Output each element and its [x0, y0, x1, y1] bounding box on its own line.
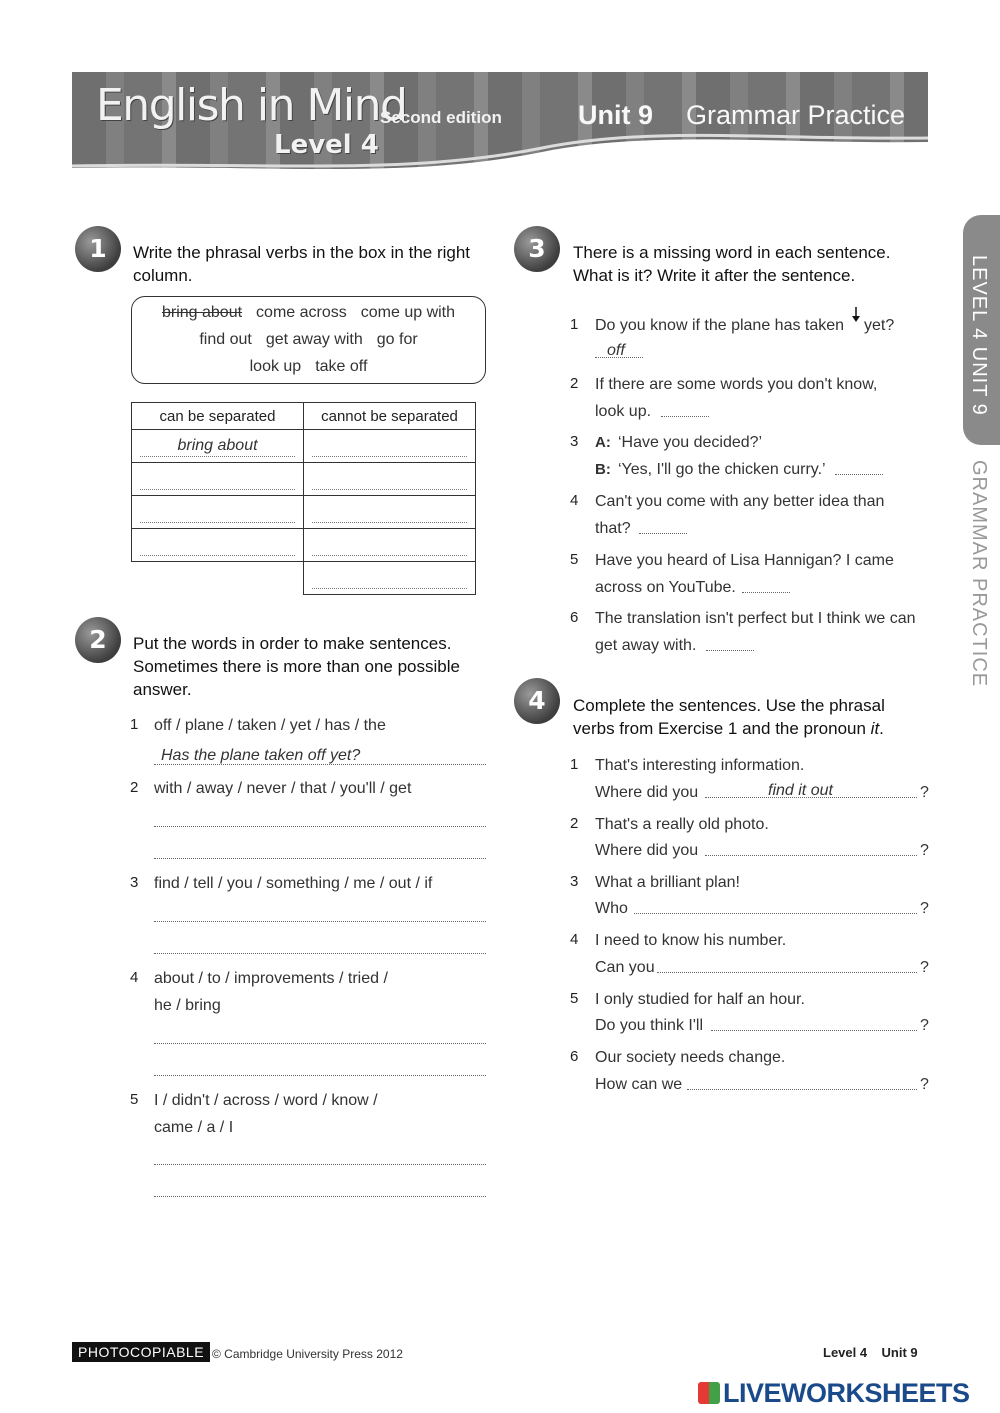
answer-line[interactable]	[742, 592, 790, 593]
word-find-out: find out	[199, 331, 252, 348]
scrambled-words-cont: he / bring	[154, 997, 221, 1014]
scrambled-words: about / to / improvements / tried /	[154, 970, 388, 987]
item-number: 1	[570, 316, 579, 333]
question-mark: ?	[920, 1017, 929, 1034]
sentence-cont: across on YouTube.	[595, 579, 736, 596]
answer-line[interactable]	[154, 921, 486, 922]
answer-line[interactable]	[634, 913, 917, 914]
answer-line[interactable]	[312, 435, 467, 457]
answer-line[interactable]	[705, 797, 917, 798]
example-answer: find it out	[768, 782, 833, 799]
answer-cell[interactable]	[132, 496, 304, 529]
exercise-3-badge: 3	[514, 226, 560, 272]
answer-line[interactable]	[154, 858, 486, 859]
sentence: If there are some words you don't know,	[595, 376, 878, 393]
speaker-b: B:	[595, 461, 611, 478]
answer-line[interactable]	[595, 357, 643, 358]
exercise-4-title	[573, 694, 913, 740]
side-tab-section: GRAMMAR PRACTICE	[968, 460, 990, 688]
liveworksheets-icon	[698, 1382, 720, 1404]
answer-line[interactable]	[312, 567, 467, 589]
sentence-start: Who	[595, 900, 628, 917]
example-answer: bring about	[140, 435, 295, 457]
sentence-cont: get away with.	[595, 637, 697, 654]
sentence-start: Where did you	[595, 784, 699, 801]
scrambled-words: find / tell / you / something / me / out / if	[154, 875, 433, 892]
book-edition: Second edition	[380, 108, 502, 127]
exercise-1-title: Write the phrasal verbs in the box in the right column.	[133, 243, 471, 285]
answer-line[interactable]	[312, 468, 467, 490]
liveworksheets-logo[interactable]	[698, 1378, 970, 1409]
phrasal-verb-box	[131, 296, 486, 384]
exercise-2-badge: 2	[75, 617, 121, 663]
book-level: Level 4	[274, 130, 379, 160]
sentence-start: Do you think I'll	[595, 1017, 703, 1034]
sentence-cont: that?	[595, 520, 631, 537]
answer-line[interactable]	[657, 972, 917, 973]
exercise-4-badge: 4	[514, 678, 560, 724]
answer-line[interactable]	[711, 1030, 917, 1031]
exercise-4-title-pronoun: it	[870, 719, 880, 738]
item-number: 6	[570, 1048, 579, 1065]
exercise-3-title: There is a missing word in each sentence. What is it? Write it after the sentence.	[573, 243, 891, 285]
item-number: 5	[570, 551, 579, 568]
answer-line[interactable]	[140, 534, 295, 556]
answer-line[interactable]	[154, 826, 486, 827]
scrambled-words: I / didn't / across / word / know /	[154, 1092, 378, 1109]
item-number: 2	[570, 815, 579, 832]
speaker-a: A:	[595, 434, 611, 451]
empty-cell	[132, 562, 304, 595]
item-number: 6	[570, 609, 579, 626]
section-label: Grammar Practice	[686, 100, 906, 130]
separable-table	[131, 402, 476, 595]
sentence: That's interesting information.	[595, 757, 805, 774]
item-number: 4	[570, 931, 579, 948]
answer-line[interactable]	[835, 474, 883, 475]
photocopiable-badge: PHOTOCOPIABLE	[72, 1342, 210, 1362]
item-number: 1	[130, 716, 139, 733]
answer-line[interactable]	[140, 468, 295, 490]
item-number: 3	[570, 433, 579, 450]
word-come-up-with: come up with	[360, 304, 456, 321]
question-mark: ?	[920, 784, 929, 801]
answer-cell[interactable]	[304, 430, 476, 463]
sentence-start: Where did you	[595, 842, 699, 859]
answer-line[interactable]	[705, 855, 917, 856]
exercise-1-badge: 1	[75, 226, 121, 272]
word-look-up: look up	[249, 358, 302, 375]
answer-line[interactable]	[661, 416, 709, 417]
question-mark: ?	[920, 1076, 929, 1093]
answer-line[interactable]	[312, 534, 467, 556]
sentence-end: yet?	[864, 317, 895, 334]
sentence: I need to know his number.	[595, 932, 787, 949]
scrambled-words: off / plane / taken / yet / has / the	[154, 717, 386, 734]
sentence: Do you know if the plane has taken	[595, 317, 845, 334]
sentence: That's a really old photo.	[595, 816, 769, 833]
question-mark: ?	[920, 959, 929, 976]
scrambled-words-cont: came / a / I	[154, 1119, 234, 1136]
word-take-off: take off	[315, 358, 368, 375]
sentence: ‘Have you decided?’	[618, 434, 763, 451]
item-number: 3	[570, 873, 579, 890]
item-number: 4	[130, 969, 139, 986]
answer-line[interactable]	[154, 1164, 486, 1165]
header-cannot-be-separated: cannot be separated	[304, 403, 476, 430]
answer-line[interactable]	[312, 501, 467, 523]
sentence: Can't you come with any better idea than	[595, 493, 885, 510]
sentence-cont: look up.	[595, 403, 652, 420]
sentence-start: Can you	[595, 959, 655, 976]
answer-line[interactable]	[706, 650, 754, 651]
scrambled-words: with / away / never / that / you'll / get	[154, 780, 412, 797]
book-title: English in Mind	[96, 80, 407, 131]
word-bring-about: bring about	[161, 304, 243, 321]
answer-line[interactable]	[639, 533, 687, 534]
answer-line[interactable]	[154, 1075, 486, 1076]
word-get-away-with: get away with	[265, 331, 363, 348]
item-number: 1	[570, 756, 579, 773]
answer-cell[interactable]	[304, 463, 476, 496]
item-number: 4	[570, 492, 579, 509]
copyright: © Cambridge University Press 2012	[212, 1347, 403, 1361]
answer-line[interactable]	[140, 501, 295, 523]
word-go-for: go for	[376, 331, 418, 348]
sentence: Have you heard of Lisa Hannigan? I came	[595, 552, 894, 569]
sentence: I only studied for half an hour.	[595, 991, 805, 1008]
header-can-be-separated: can be separated	[132, 403, 304, 430]
unit-label: Unit 9	[578, 100, 654, 130]
sentence-start: How can we	[595, 1076, 683, 1093]
sentence: What a brilliant plan!	[595, 874, 740, 891]
answer-line[interactable]	[154, 1043, 486, 1044]
item-number: 2	[130, 779, 139, 796]
example-answer: off	[607, 342, 625, 359]
answer-cell[interactable]	[132, 463, 304, 496]
question-mark: ?	[920, 900, 929, 917]
sentence: Our society needs change.	[595, 1049, 786, 1066]
answer-cell[interactable]	[304, 529, 476, 562]
footer-level-unit: Level 4 Unit 9	[823, 1345, 918, 1360]
item-number: 3	[130, 874, 139, 891]
answer-line[interactable]	[154, 1196, 486, 1197]
exercise-4-title-end: .	[879, 719, 884, 738]
answer-line[interactable]	[154, 764, 486, 765]
sentence: The translation isn't perfect but I think we can	[595, 610, 916, 627]
example-answer: Has the plane taken off yet?	[161, 747, 361, 764]
answer-cell[interactable]	[132, 529, 304, 562]
answer-line[interactable]	[687, 1089, 917, 1090]
sentence-cont: ‘Yes, I'll go the chicken curry.’	[618, 461, 826, 478]
exercise-4-title-text: Complete the sentences. Use the phrasal verbs from Exercise 1 and the pronoun	[573, 696, 885, 738]
header-banner	[72, 72, 928, 182]
side-tab-level-unit: LEVEL 4 UNIT 9	[968, 255, 990, 416]
insert-arrow-icon	[851, 306, 861, 324]
word-come-across: come across	[256, 304, 347, 321]
item-number: 2	[570, 375, 579, 392]
question-mark: ?	[920, 842, 929, 859]
item-number: 5	[570, 990, 579, 1007]
answer-cell	[132, 430, 304, 463]
answer-cell[interactable]	[304, 496, 476, 529]
item-number: 5	[130, 1091, 139, 1108]
answer-line[interactable]	[154, 953, 486, 954]
answer-cell[interactable]	[304, 562, 476, 595]
liveworksheets-text: LIVEWORKSHEETS	[723, 1378, 970, 1408]
exercise-2-title: Put the words in order to make sentences. Sometimes there is more than one possible answer.	[133, 634, 460, 699]
